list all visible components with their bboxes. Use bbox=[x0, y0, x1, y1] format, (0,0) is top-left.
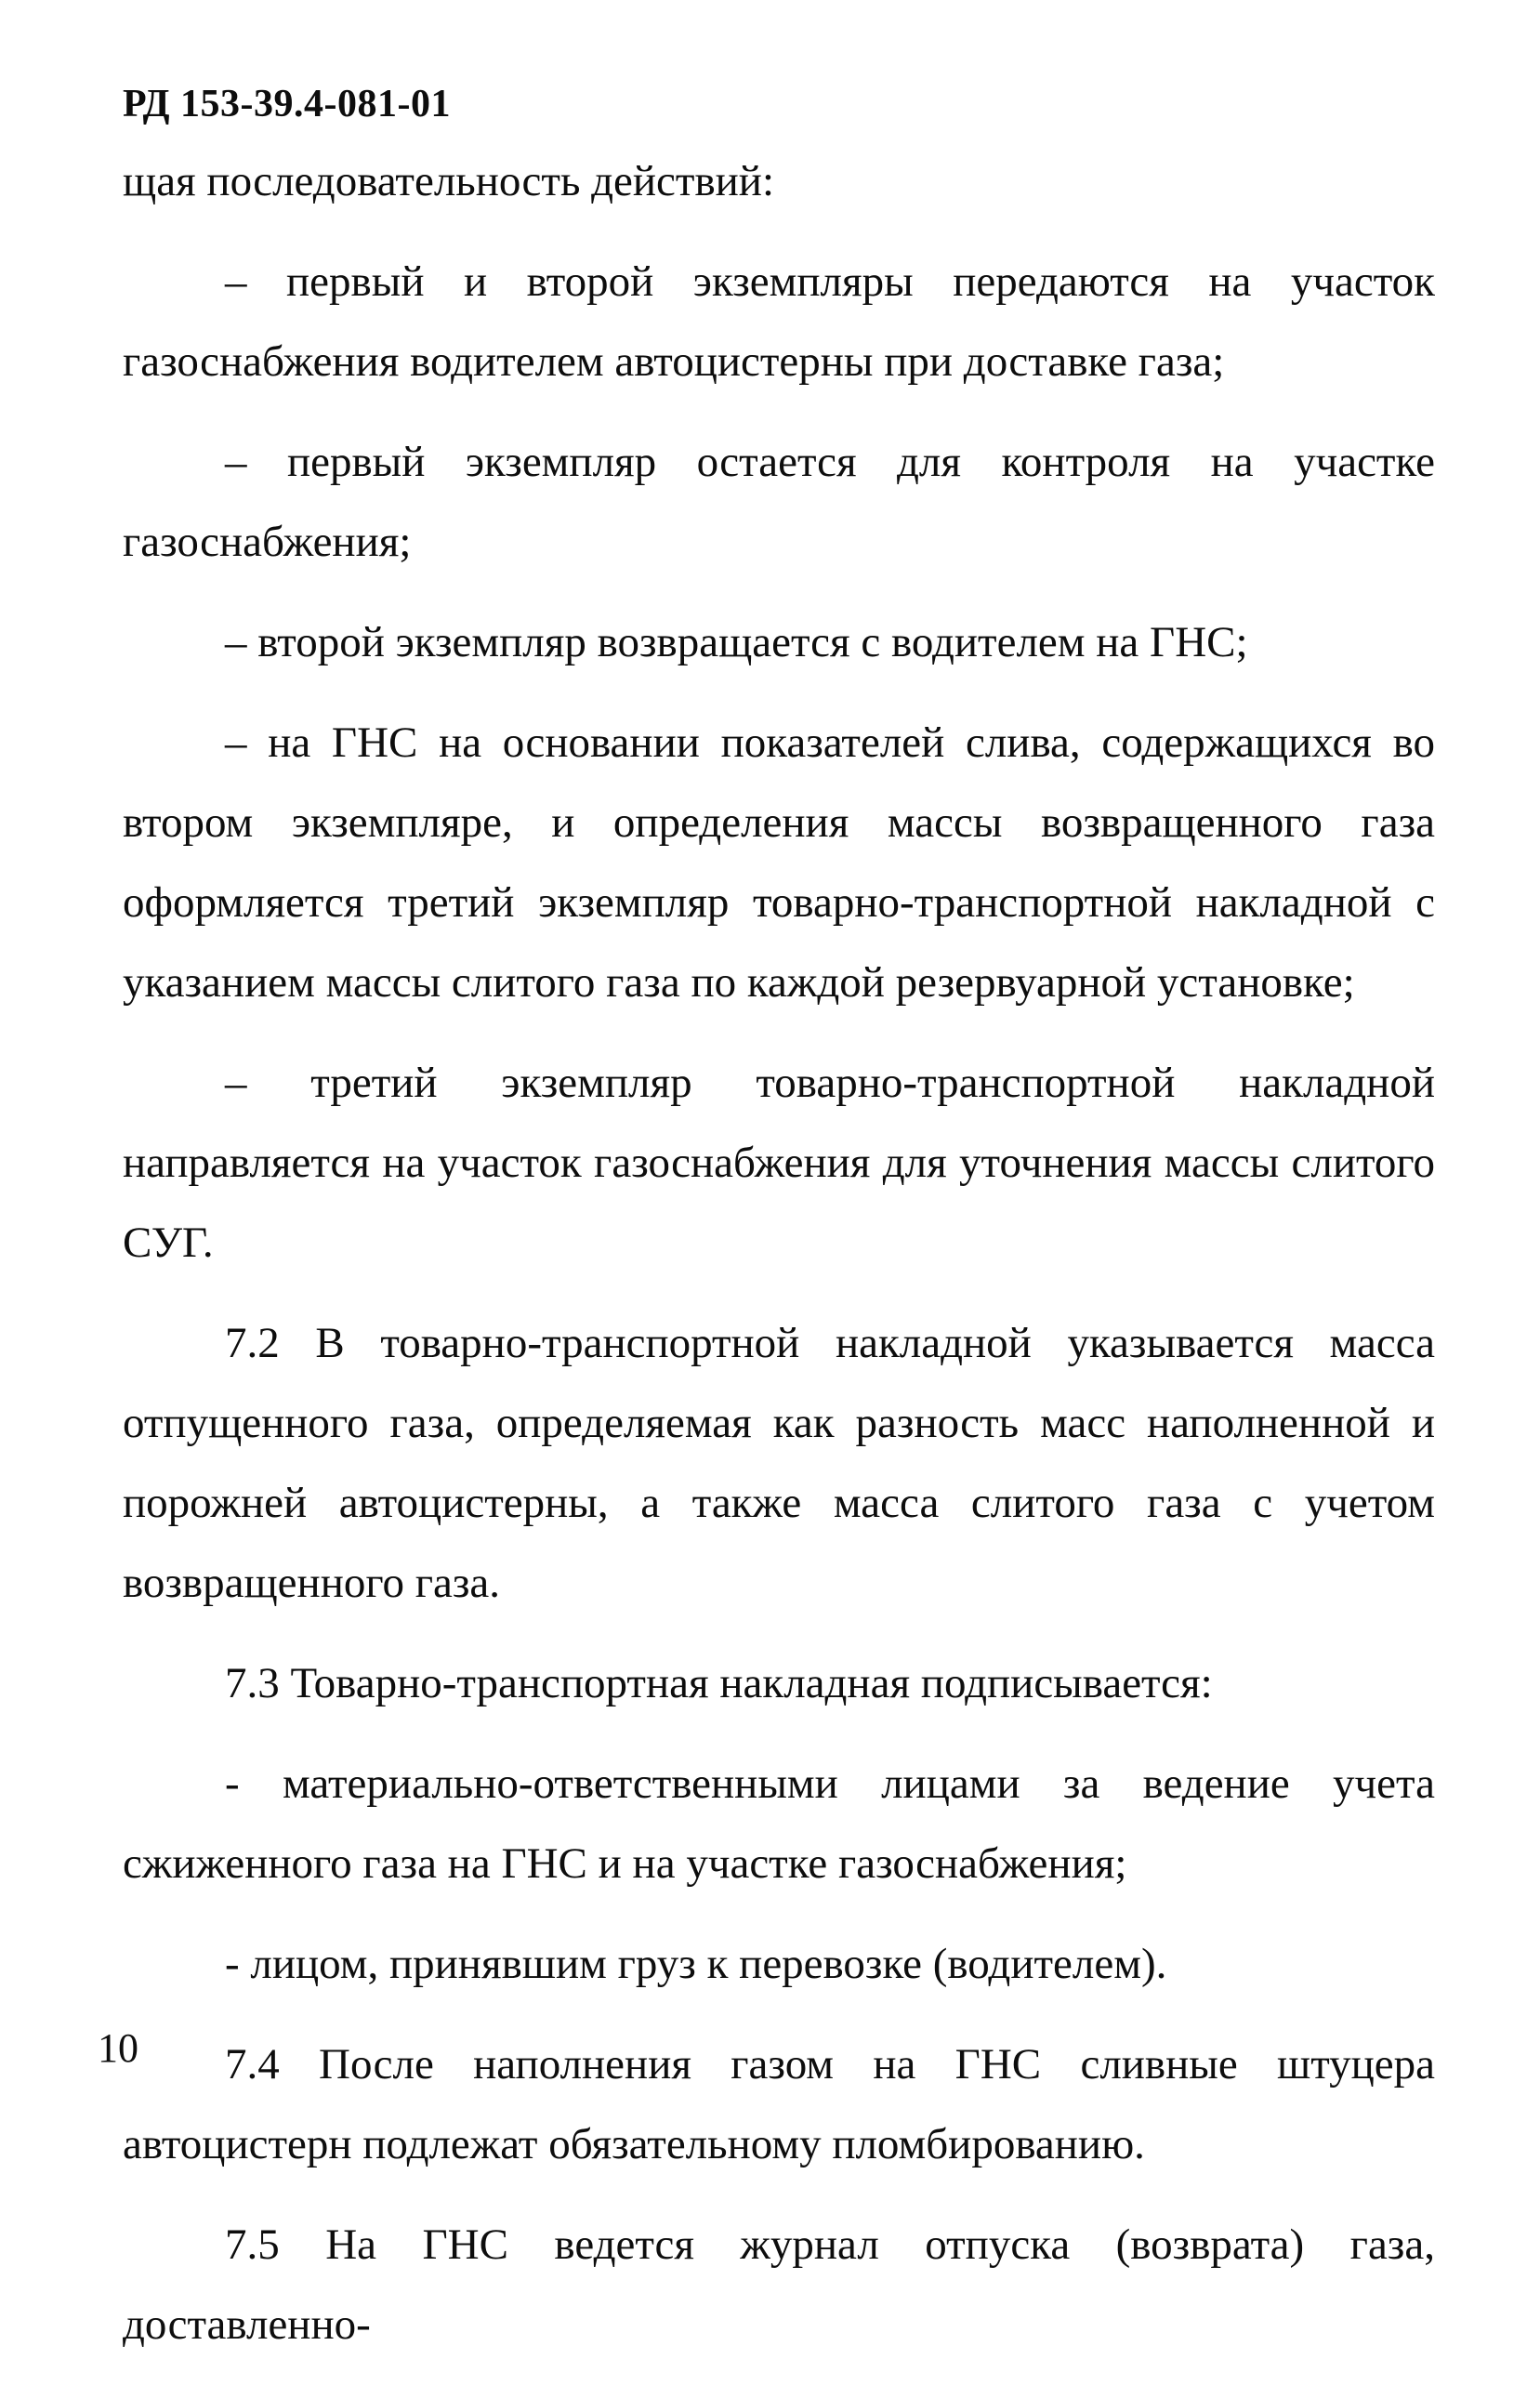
paragraph-7-3: 7.3 Товарно-транспортная накладная подписывается: bbox=[225, 1659, 1213, 1707]
page-number: 10 bbox=[98, 2025, 138, 2071]
list-item-signer-driver: - лицом, принявшим груз к перевозке (водителем). bbox=[225, 1940, 1167, 1988]
paragraph-7-4: 7.4 После наполнения газом на ГНС сливные штуцера автоцистерн подлежат обязательному пломбированию. bbox=[123, 2040, 1435, 2168]
list-item-third-copy-sent: – третий экземпляр товарно-транспортной накладной направляется на участок газоснабжения для уточнения массы слитого СУГ. bbox=[123, 1059, 1435, 1267]
document-code-header: РД 153-39.4-081-01 bbox=[123, 83, 452, 125]
document-body bbox=[123, 141, 1435, 2385]
list-item-first-copy: – первый экземпляр остается для контроля на участке газоснабжения; bbox=[123, 438, 1435, 566]
paragraph-7-2: 7.2 В товарно-транспортной накладной указывается масса отпущенного газа, определяемая как разность масс наполненной и порожней автоцистерны, а также масса слитого газа с учетом возвращенного газа. bbox=[123, 1319, 1435, 1607]
list-item-second-copy: – второй экземпляр возвращается с водителем на ГНС; bbox=[225, 618, 1248, 666]
list-item-third-copy-issued: – на ГНС на основании показателей слива, содержащихся во втором экземпляре, и определения массы возвращенного газа оформляется третий экземпляр товарно-транспортной накладной с указанием массы слитого газа по каждой резервуарной установке; bbox=[123, 718, 1435, 1007]
list-item-signers-responsible: - материально-ответственными лицами за ведение учета сжиженного газа на ГНС и на участке газоснабжения; bbox=[123, 1759, 1435, 1888]
paragraph-continuation: щая последовательность действий: bbox=[123, 157, 775, 205]
list-item-copies-to-site: – первый и второй экземпляры передаются на участок газоснабжения водителем автоцистерны при доставке газа; bbox=[123, 257, 1435, 386]
paragraph-7-5: 7.5 На ГНС ведется журнал отпуска (возврата) газа, доставленно- bbox=[123, 2220, 1435, 2349]
